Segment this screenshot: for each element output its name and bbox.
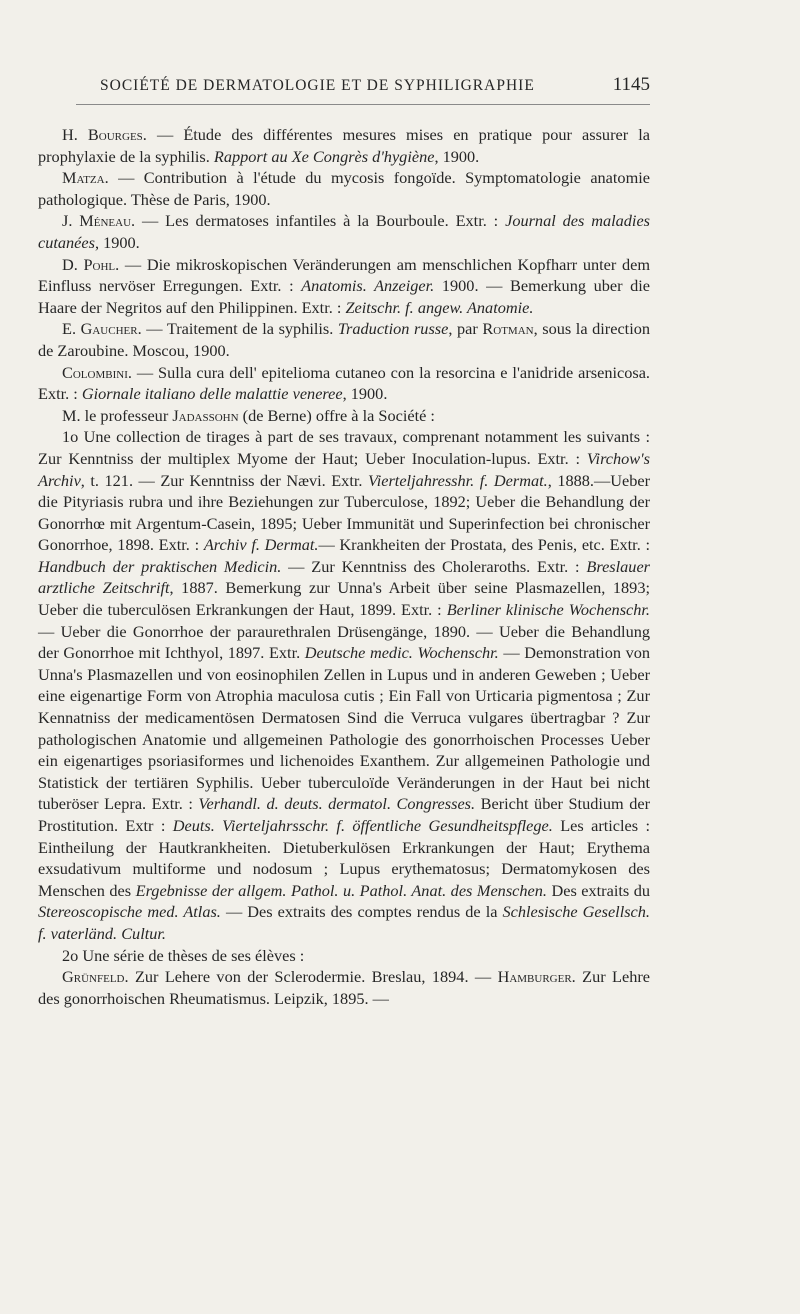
text-run: , t. 121. — Zur Kenntniss der Nævi. Extr. [80,470,368,490]
text-run: — Zur Kenntniss des Choleraroths. Extr. : [281,556,587,576]
paragraph [38,124,650,167]
running-title: SOCIÉTÉ DE DERMATOLOGIE ET DE SYPHILIGRAPHIE [100,77,535,94]
citation-title: Anatomis. Anzeiger. [301,276,435,296]
paragraph [38,210,650,253]
author-name: Grünfeld. [62,967,129,987]
paragraph [38,254,650,319]
running-header [100,74,650,96]
text-run: , 1900. [342,384,388,404]
author-name: Hamburger. [497,967,576,987]
author-name: D. Pohl. [62,254,120,274]
citation-title: Stereoscopische med. Atlas. [38,902,221,922]
citation-title: Ergebnisse der allgem. Pathol. u. Pathol. Anat. des Menschen. [135,880,547,900]
author-name: J. Méneau. [62,211,136,231]
author-name: Rotman [482,319,534,339]
text-run: M. le professeur [62,405,173,425]
page-number: 1145 [612,74,650,95]
author-name: Matza. [62,168,109,188]
paragraph [38,426,650,944]
text-run: , 1888.—Ueber die Pityriasis rubra und ihre Beziehungen zur Tuberculose, 1892; Ueber die Behandlung der Gonorrhœ mit Argentum-Casein, 1895; Ueber Immunität und Superinfection bei chronischer Gonorrhoe, 1898. Extr. : [38,470,651,555]
text-run: — Contribution à l'étude du mycosis fongoïde. Symptomatologie anatomie pathologique. Thèse de Paris, 1900. [38,168,650,209]
text-run: 2o Une série de thèses de ses élèves : [62,945,305,965]
author-name: E. Gaucher. [62,319,142,339]
citation-title: Verhandl. d. deuts. dermatol. Congresses. [198,794,476,814]
citation-title: Deutsche medic. Wochenschr. [304,643,499,663]
paragraph [38,405,650,427]
text-run: , 1900. [434,146,480,166]
citation-title: Deuts. Vierteljahrsschr. f. öffentliche Gesundheitspflege. [172,816,553,835]
text-run: , sous la direction de Zaroubine. Moscou, 1900. [38,319,651,360]
paragraph [38,318,650,361]
paragraph [38,966,650,1009]
text-run: 1o Une collection de tirages à part de ses travaux, comprenant notamment les suivants : Zur Kenntniss der multiplex Myome der Haut; Ueber Inoculation-lupus. Extr. : [38,427,650,468]
citation-title: Vierteljahresshr. f. Dermat. [367,470,548,490]
text-run: — Les dermatoses infantiles à la Bourboule. Extr. : [135,211,506,231]
text-run: — Sulla cura dell' epitelioma cutaneo con la resorcina e l'anidride arsenicosa. Extr. : [38,362,650,404]
author-name: Jadassohn [172,405,239,425]
text-run: Les articles : Eintheilung der Hautkrankheiten. Dietuberkulösen Erkrankungen der Haut; Erythema exsudativum multiforme und nodosum ; Lupus erythematosus; Dermatomykosen des Menschen des [38,816,651,900]
paragraph [38,945,650,967]
citation-title: Traduction russe [337,319,449,339]
header-rule [76,104,650,105]
citation-title: Berliner klinische Wochenschr. [446,600,650,620]
text-run: , 1887. Bemerkung zur Unna's Arbeit über seine Plasmazellen, 1893; Ueber die tuberculösen Erkrankungen der Haut, 1899. Extr. : [38,578,650,620]
citation-title: Rapport au Xe Congrès d'hygiène [213,146,435,166]
text-run: , par [448,319,483,339]
citation-title: Zeitschr. f. angew. Anatomie. [345,297,534,317]
text-run: — Ueber die Gonorrhoe der paraurethralen Drüsengänge, 1890. — Ueber die Behandlung der Gonorrhoe mit Ichthyol, 1897. Extr. [38,621,650,663]
text-run: Bericht über Studium der Prostitution. Extr : [38,794,650,835]
citation-title: Breslauer arztliche Zeitschrift [38,556,651,598]
text-run: 1900. — Bemerkung uber die Haare der Negritos auf den Philippinen. Extr. : [38,276,651,317]
text-run: Des extraits du [546,880,651,900]
text-run: — Die mikroskopischen Veränderungen am menschlichen Kopfharr unter dem Einfluss nervöser Erregungen. Extr. : [38,254,650,296]
text-run: — Des extraits des comptes rendus de la [220,902,503,922]
text-run: — Demonstration von Unna's Plasmazellen und von eosinophilen Zellen in Lupus und in anderen Geweben ; Ueber eine eigenartige Form von Atrophia maculosa cutis ; Ein Fall von Urticaria pigmentosa ; Zur Kennatniss der medicamentösen Dermatosen Sind die Verruca vulgares übertragbar ? Zur pathologischen Anatomie und allgemeinen Pathologie des gonorrhoischen Processes Ueber ein eigenartiges psoriasiformes und lichenoides Exanthem. Zur allgemeinen Pathologie und Statistick der tertiären Syphilis. Ueber tuberculoïde Veränderungen in der Haut bei nicht tuberöser Lepra. Extr. : [38,643,650,814]
text-run: Zur Lehre des gonorrhoischen Rheumatismus. Leipzik, 1895. — [38,967,651,1008]
text-run: — Krankheiten der Prostata, des Penis, etc. Extr. : [318,535,651,555]
citation-title: Virchow's Archiv [38,448,650,490]
citation-title: Archiv f. Dermat. [203,535,319,555]
paragraph [38,362,650,405]
paragraph [38,167,650,210]
citation-title: Journal des maladies cutanées [38,211,651,252]
text-run: (de Berne) offre à la Société : [238,405,435,425]
citation-title: Handbuch der praktischen Medicin. [38,556,282,576]
citation-title: Schlesische Gesellsch. f. vaterländ. Cultur. [38,902,650,943]
text-run: — Étude des différentes mesures mises en pratique pour assurer la prophylaxie de la syphilis. [38,125,650,166]
author-name: H. Bourges. [62,125,147,144]
text-run: , 1900. [94,232,140,252]
body-text [38,124,650,1009]
author-name: Colombini. [62,362,132,382]
text-run: Zur Lehere von der Sclerodermie. Breslau, 1894. — [128,967,498,987]
text-run: — Traitement de la syphilis. [141,319,338,339]
citation-title: Giornale italiano delle malattie veneree [81,384,343,404]
